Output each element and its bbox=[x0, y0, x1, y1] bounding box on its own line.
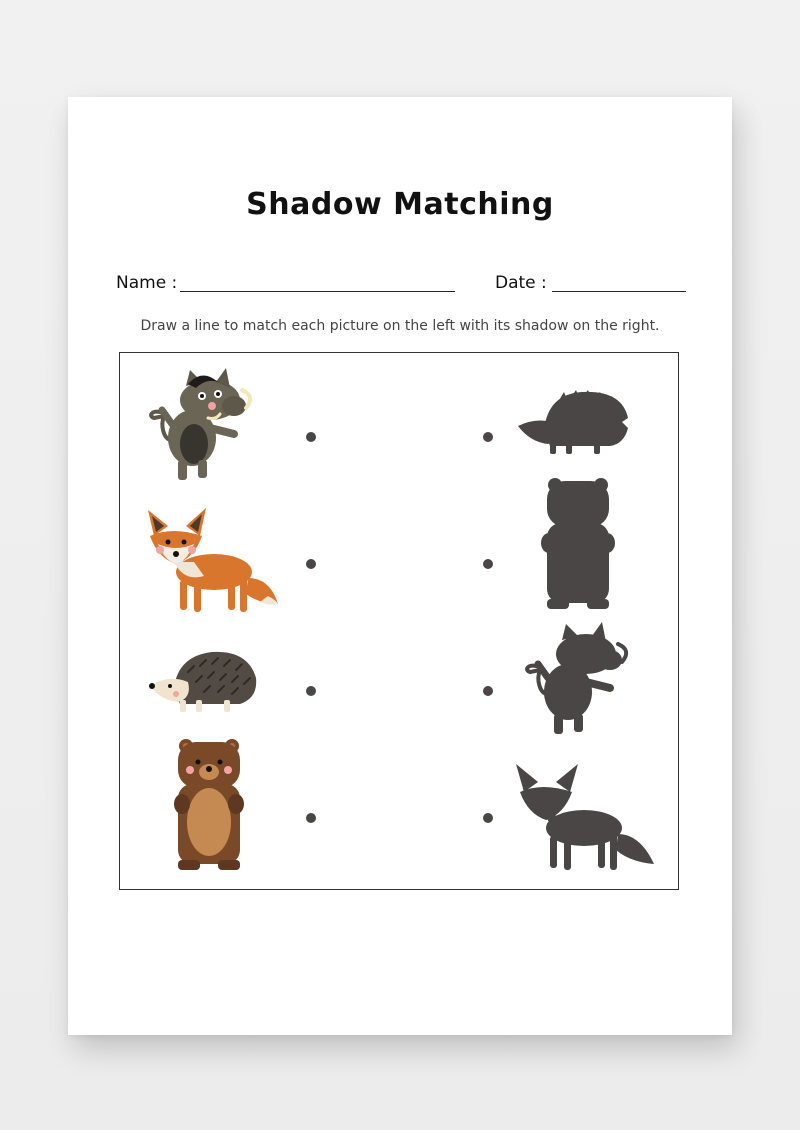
warthog-shadow-icon bbox=[522, 620, 632, 738]
picture-dot-2[interactable] bbox=[306, 559, 316, 569]
picture-dot-1[interactable] bbox=[306, 432, 316, 442]
name-line[interactable] bbox=[180, 291, 455, 292]
bear-icon bbox=[174, 738, 244, 874]
shadow-dot-1[interactable] bbox=[483, 432, 493, 442]
bear-shadow-icon bbox=[543, 477, 613, 613]
date-label: Date : bbox=[495, 273, 547, 293]
fox-icon bbox=[144, 506, 284, 618]
shadow-dot-4[interactable] bbox=[483, 813, 493, 823]
instructions-text: Draw a line to match each picture on the left with its shadow on the right. bbox=[140, 318, 660, 334]
picture-dot-3[interactable] bbox=[306, 686, 316, 696]
shadow-dot-2[interactable] bbox=[483, 559, 493, 569]
name-label: Name : bbox=[116, 273, 178, 293]
hedgehog-shadow-icon bbox=[518, 390, 630, 458]
worksheet-title: Shadow Matching bbox=[246, 187, 554, 222]
shadow-dot-3[interactable] bbox=[483, 686, 493, 696]
hedgehog-icon bbox=[148, 648, 260, 716]
picture-dot-4[interactable] bbox=[306, 813, 316, 823]
date-line[interactable] bbox=[552, 291, 686, 292]
warthog-icon bbox=[146, 366, 256, 484]
fox-shadow-icon bbox=[514, 762, 654, 874]
